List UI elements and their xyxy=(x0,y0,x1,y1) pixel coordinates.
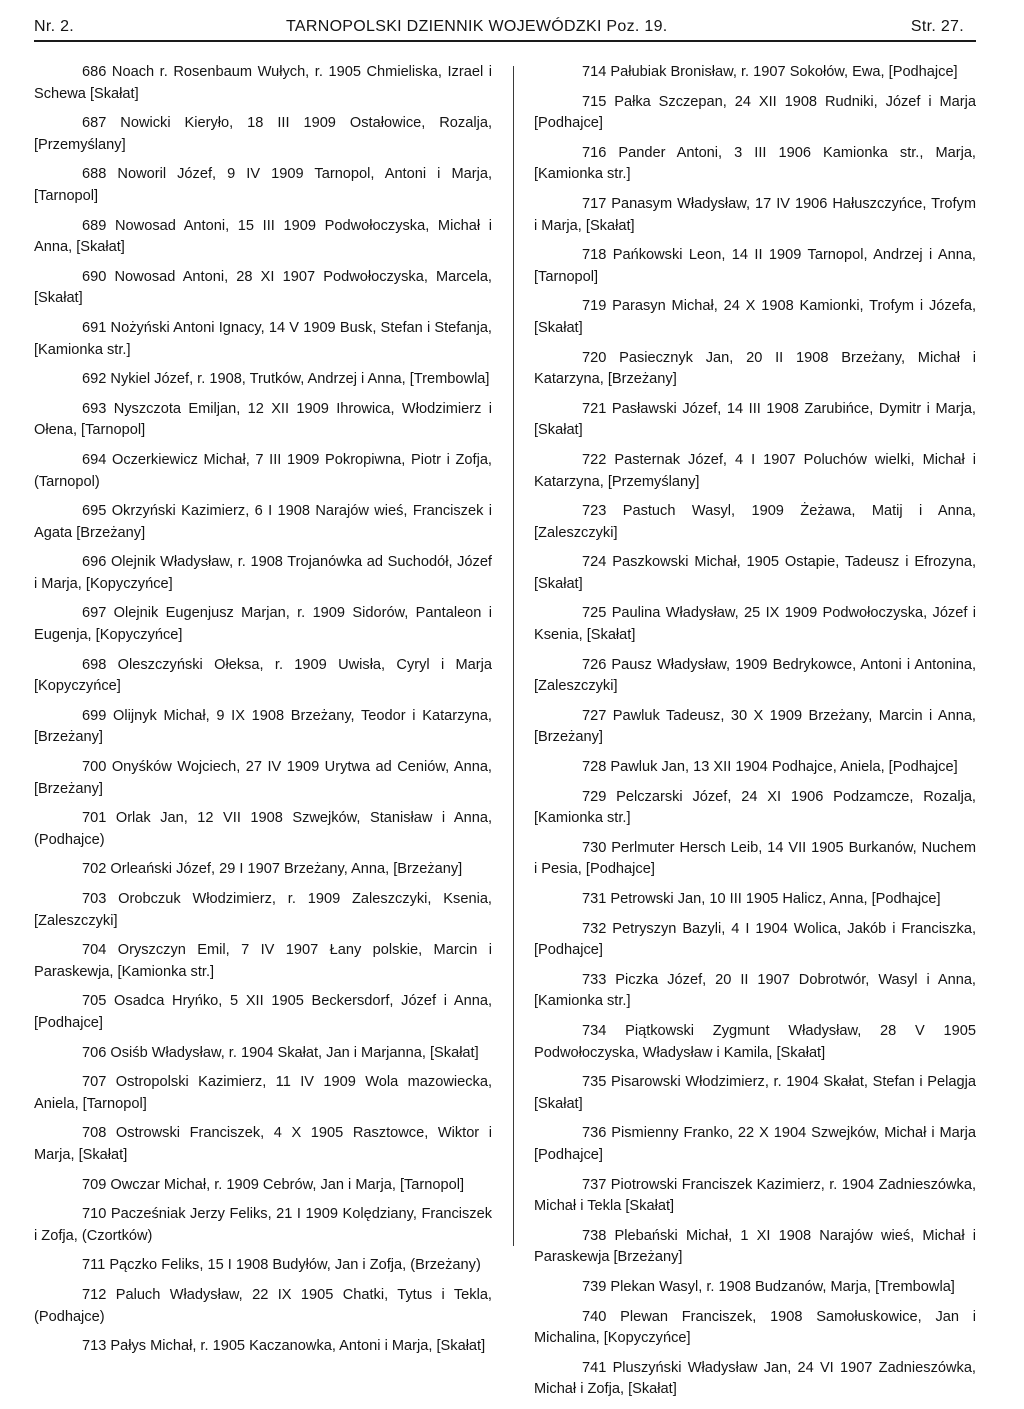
register-entry: 705 Osadca Hryńko, 5 XII 1905 Beckersdorf, Józef i Anna, [Podhajce] xyxy=(34,993,492,1031)
register-entry: 736 Pismienny Franko, 22 X 1904 Szwejków, Michał i Marja [Podhajce] xyxy=(534,1125,976,1163)
register-entry: 717 Panasym Władysław, 17 IV 1906 Hałuszczyńce, Trofym i Marja, [Skałat] xyxy=(534,195,976,234)
journal-title: TARNOPOLSKI DZIENNIK WOJEWÓDZKI Poz. 19. xyxy=(286,18,668,35)
register-entry: 720 Pasiecznyk Jan, 20 II 1908 Brzeżany, Michał i Katarzyna, [Brzeżany] xyxy=(534,349,976,388)
register-entry: 735 Pisarowski Włodzimierz, r. 1904 Skałat, Stefan i Pelagja [Skałat] xyxy=(534,1074,976,1112)
register-entry: 711 Pączko Feliks, 15 I 1908 Budyłów, Jan i Zofja, (Brzeżany) xyxy=(82,1257,481,1274)
register-entry: 694 Oczerkiewicz Michał, 7 III 1909 Pokropiwna, Piotr i Zofja, (Tarnopol) xyxy=(34,451,492,490)
register-entry: 702 Orleański Józef, 29 I 1907 Brzeżany, Anna, [Brzeżany] xyxy=(82,861,463,878)
register-entry: 714 Pałubiak Bronisław, r. 1907 Sokołów, Ewa, [Podhajce] xyxy=(582,64,958,80)
register-entry: 737 Piotrowski Franciszek Kazimierz, r. 1904 Zadnieszówka, Michał i Tekla [Skałat] xyxy=(534,1176,976,1215)
register-entry: 733 Piczka Józef, 20 II 1907 Dobrotwór, Wasyl i Anna, [Kamionka str.] xyxy=(534,971,976,1010)
register-entry: 700 Onyśków Wojciech, 27 IV 1909 Urytwa ad Ceniów, Anna, [Brzeżany] xyxy=(34,759,492,797)
register-entry: 690 Nowosad Antoni, 28 XI 1907 Podwołoczyska, Marcela, [Skałat] xyxy=(34,268,492,307)
register-entry: 693 Nyszczota Emiljan, 12 XII 1909 Ihrowica, Włodzimierz i Ołena, [Tarnopol] xyxy=(34,400,492,439)
register-entry: 729 Pelczarski Józef, 24 XI 1906 Podzamcze, Rozalja, [Kamionka str.] xyxy=(534,788,976,827)
column-divider xyxy=(513,66,514,1246)
register-entry: 718 Pańkowski Leon, 14 II 1909 Tarnopol, Andrzej i Anna, [Tarnopol] xyxy=(534,247,976,285)
register-entry: 722 Pasternak Józef, 4 I 1907 Poluchów wielki, Michał i Katarzyna, [Przemyślany] xyxy=(534,451,976,490)
register-entry: 716 Pander Antoni, 3 III 1906 Kamionka str., Marja, [Kamionka str.] xyxy=(534,144,976,183)
register-entry: 709 Owczar Michał, r. 1909 Cebrów, Jan i Marja, [Tarnopol] xyxy=(82,1176,465,1193)
register-entry: 689 Nowosad Antoni, 15 III 1909 Podwołoczyska, Michał i Anna, [Skałat] xyxy=(34,217,492,256)
register-entry: 725 Paulina Władysław, 25 IX 1909 Podwołoczyska, Józef i Ksenia, [Skałat] xyxy=(534,605,976,644)
register-entry: 697 Olejnik Eugenjusz Marjan, r. 1909 Sidorów, Pantaleon i Eugenja, [Kopyczyńce] xyxy=(34,605,492,644)
register-entry: 696 Olejnik Władysław, r. 1908 Trojanówka ad Suchodół, Józef i Marja, [Kopyczyńce] xyxy=(34,554,492,592)
register-entry: 726 Pausz Władysław, 1909 Bedrykowce, Antoni i Antonina, [Zaleszczyki] xyxy=(534,656,976,695)
register-entry: 686 Noach r. Rosenbaum Wułych, r. 1905 Chmieliska, Izrael i Schewa [Skałat] xyxy=(34,64,492,102)
register-entry: 741 Pluszyński Władysław Jan, 24 VI 1907 Zadnieszówka, Michał i Zofja, [Skałat] xyxy=(534,1359,976,1398)
register-entry: 695 Okrzyński Kazimierz, 6 I 1908 Narajów wieś, Franciszek i Agata [Brzeżany] xyxy=(34,503,492,541)
register-entry: 691 Nożyński Antoni Ignacy, 14 V 1909 Busk, Stefan i Stefanja, [Kamionka str.] xyxy=(34,319,492,358)
register-entry: 738 Plebański Michał, 1 XI 1908 Narajów wieś, Michał i Paraskewja [Brzeżany] xyxy=(534,1227,976,1266)
page-number: Str. 27. xyxy=(910,18,964,35)
register-entry: 724 Paszkowski Michał, 1905 Ostapie, Tadeusz i Efrozyna, [Skałat] xyxy=(534,554,976,592)
register-entry: 703 Orobczuk Włodzimierz, r. 1909 Zaleszczyki, Ksenia, [Zaleszczyki] xyxy=(34,891,492,929)
register-entry: 704 Oryszczyn Emil, 7 IV 1907 Łany polskie, Marcin i Paraskewja, [Kamionka str.] xyxy=(34,942,492,980)
register-entry: 710 Pacześniak Jerzy Feliks, 21 I 1909 Kolędziany, Franciszek i Zofja, (Czortków) xyxy=(34,1206,492,1244)
register-entry: 688 Noworil Józef, 9 IV 1909 Tarnopol, Antoni i Marja, [Tarnopol] xyxy=(34,166,492,204)
register-entry: 740 Plewan Franciszek, 1908 Samołuskowice, Jan i Michalina, [Kopyczyńce] xyxy=(534,1308,976,1347)
left-column xyxy=(34,62,492,1366)
register-entry: 706 Osiśb Władysław, r. 1904 Skałat, Jan i Marjanna, [Skałat] xyxy=(82,1044,479,1061)
register-entry: 734 Piątkowski Zygmunt Władysław, 28 V 1905 Podwołoczyska, Władysław i Kamila, [Skałat] xyxy=(534,1022,976,1061)
register-entry: 730 Perlmuter Hersch Leib, 14 VII 1905 Burkanów, Nuchem i Pesia, [Podhajce] xyxy=(534,839,976,878)
register-entry: 713 Pałys Michał, r. 1905 Kaczanowka, Antoni i Marja, [Skałat] xyxy=(82,1338,486,1355)
right-column xyxy=(534,62,976,1409)
register-entry: 728 Pawluk Jan, 13 XII 1904 Podhajce, Aniela, [Podhajce] xyxy=(582,759,958,776)
register-entry: 687 Nowicki Kieryło, 18 III 1909 Ostałowice, Rozalja, [Przemyślany] xyxy=(34,115,492,153)
register-entry: 723 Pastuch Wasyl, 1909 Żeżawa, Matij i Anna, [Zaleszczyki] xyxy=(534,503,976,541)
register-entry: 739 Plekan Wasyl, r. 1908 Budzanów, Marja, [Trembowla] xyxy=(582,1278,955,1295)
register-entry: 701 Orlak Jan, 12 VII 1908 Szwejków, Stanisław i Anna, (Podhajce) xyxy=(34,810,492,848)
register-entry: 698 Oleszczyński Ołeksa, r. 1909 Uwisła, Cyryl i Marja [Kopyczyńce] xyxy=(34,656,492,695)
issue-number: Nr. 2. xyxy=(34,18,75,35)
page-header xyxy=(34,14,976,42)
register-entry: 731 Petrowski Jan, 10 III 1905 Halicz, Anna, [Podhajce] xyxy=(582,891,941,907)
register-entry: 721 Pasławski Józef, 14 III 1908 Zarubińce, Dymitr i Marja, [Skałat] xyxy=(534,400,976,439)
register-entry: 712 Paluch Władysław, 22 IX 1905 Chatki, Tytus i Tekla, (Podhajce) xyxy=(34,1286,492,1325)
register-entry: 708 Ostrowski Franciszek, 4 X 1905 Rasztowce, Wiktor i Marja, [Skałat] xyxy=(34,1125,492,1163)
register-entry: 732 Petryszyn Bazyli, 4 I 1904 Wolica, Jakób i Franciszka, [Podhajce] xyxy=(534,920,976,959)
register-entry: 727 Pawluk Tadeusz, 30 X 1909 Brzeżany, Marcin i Anna, [Brzeżany] xyxy=(534,707,976,746)
register-entry: 719 Parasyn Michał, 24 X 1908 Kamionki, Trofym i Józefa, [Skałat] xyxy=(534,298,976,336)
register-entry: 692 Nykiel Józef, r. 1908, Trutków, Andrzej i Anna, [Trembowla] xyxy=(82,371,490,388)
document-page xyxy=(34,14,976,1398)
register-entry: 715 Pałka Szczepan, 24 XII 1908 Rudniki, Józef i Marja [Podhajce] xyxy=(534,93,976,132)
register-entry: 699 Olijnyk Michał, 9 IX 1908 Brzeżany, Teodor i Katarzyna, [Brzeżany] xyxy=(34,707,492,746)
register-entry: 707 Ostropolski Kazimierz, 11 IV 1909 Wola mazowiecka, Aniela, [Tarnopol] xyxy=(34,1074,492,1112)
